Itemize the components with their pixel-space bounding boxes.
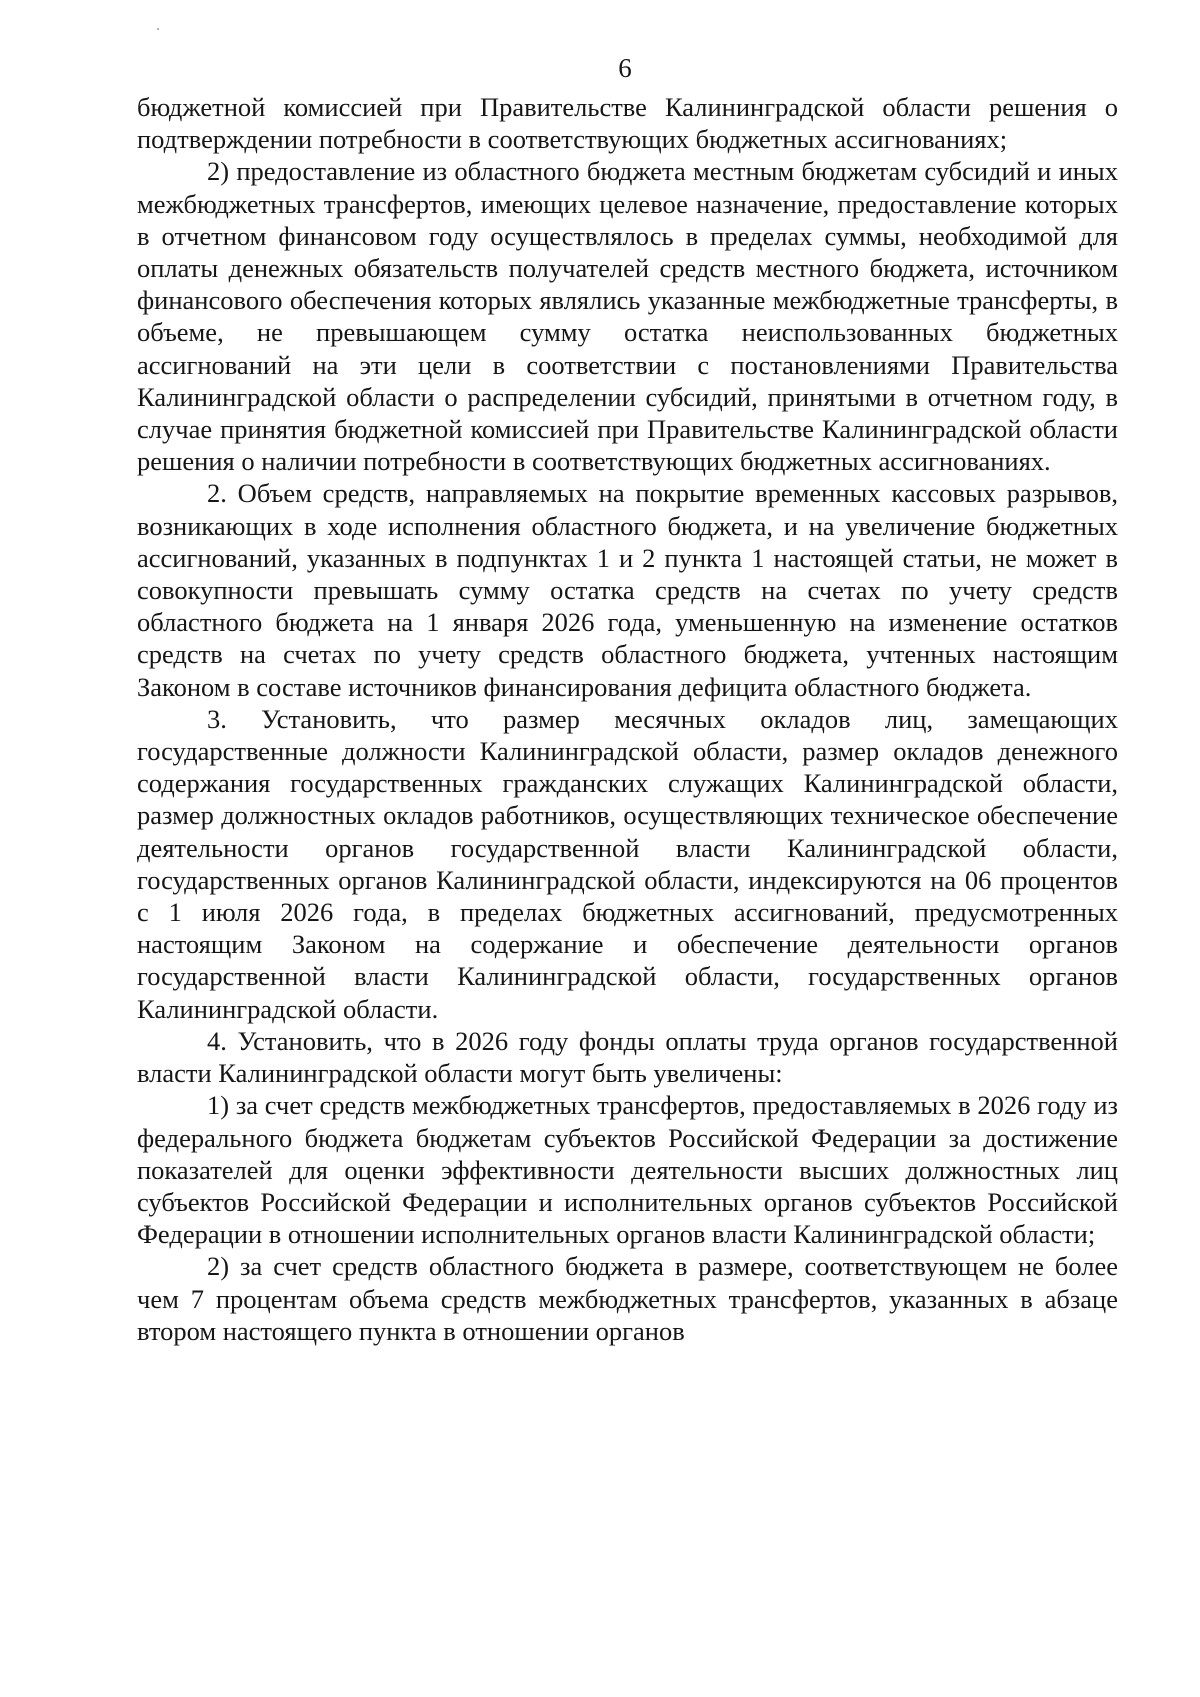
paragraph: 3. Установить, что размер месячных окладов лиц, замещающих государственные должности Калининградской области, размер окладов денежного содержания государственных гражданских служащих Калининградской области, размер должностных окладов работников, осуществляющих техническое обеспечение деятельности органов государственной власти Калининградской области, государственных органов Калининградской области, индексируются на 06 процентов с 1 июля 2026 года, в пределах бюджетных ассигнований, предусмотренных настоящим Законом на содержание и обеспечение деятельности органов государственной власти Калининградской области, государственных органов Калининградской области. (137, 703, 1118, 1024)
paragraph: 2) предоставление из областного бюджета местным бюджетам субсидий и иных межбюджетных трансфертов, имеющих целевое назначение, предоставление которых в отчетном финансовом году осуществлялось в пределах суммы, необходимой для оплаты денежных обязательств получателей средств местного бюджета, источником финансового обеспечения которых являлись указанные межбюджетные трансферты, в объеме, не превышающем сумму остатка неиспользованных бюджетных ассигнований на эти цели в соответствии с постановлениями Правительства Калининградской области о распределении субсидий, принятыми в отчетном году, в случае принятия бюджетной комиссией при Правительстве Калининградской области решения о наличии потребности в соответствующих бюджетных ассигнованиях. (137, 156, 1118, 477)
paragraph: 2) за счет средств областного бюджета в размере, соответствующем не более чем 7 процентам объема средств межбюджетных трансфертов, указанных в абзаце втором настоящего пункта в отношении органов (137, 1251, 1118, 1346)
page-number: 6 (618, 53, 632, 83)
document-body (137, 91, 1118, 1347)
paragraph: бюджетной комиссией при Правительстве Калининградской области решения о подтверждении потребности в соответствующих бюджетных ассигнованиях; (137, 92, 1118, 155)
paragraph: 2. Объем средств, направляемых на покрытие временных кассовых разрывов, возникающих в ходе исполнения областного бюджета, и на увеличение бюджетных ассигнований, указанных в подпунктах 1 и 2 пункта 1 настоящей статьи, не может в совокупности превышать сумму остатка средств на счетах по учету средств областного бюджета на 1 января 2026 года, уменьшенную на изменение остатков средств на счетах по учету средств областного бюджета, учтенных настоящим Законом в составе источников финансирования дефицита областного бюджета. (137, 478, 1118, 702)
scan-speck (157, 28, 159, 30)
paragraph: 1) за счет средств межбюджетных трансфертов, предоставляемых в 2026 году из федерального бюджета бюджетам субъектов Российской Федерации за достижение показателей для оценки эффективности деятельности высших должностных лиц субъектов Российской Федерации и исполнительных органов субъектов Российской Федерации в отношении исполнительных органов власти Калининградской области; (137, 1090, 1118, 1250)
paragraph: 4. Установить, что в 2026 году фонды оплаты труда органов государственной власти Калининградской области могут быть увеличены: (137, 1025, 1118, 1089)
